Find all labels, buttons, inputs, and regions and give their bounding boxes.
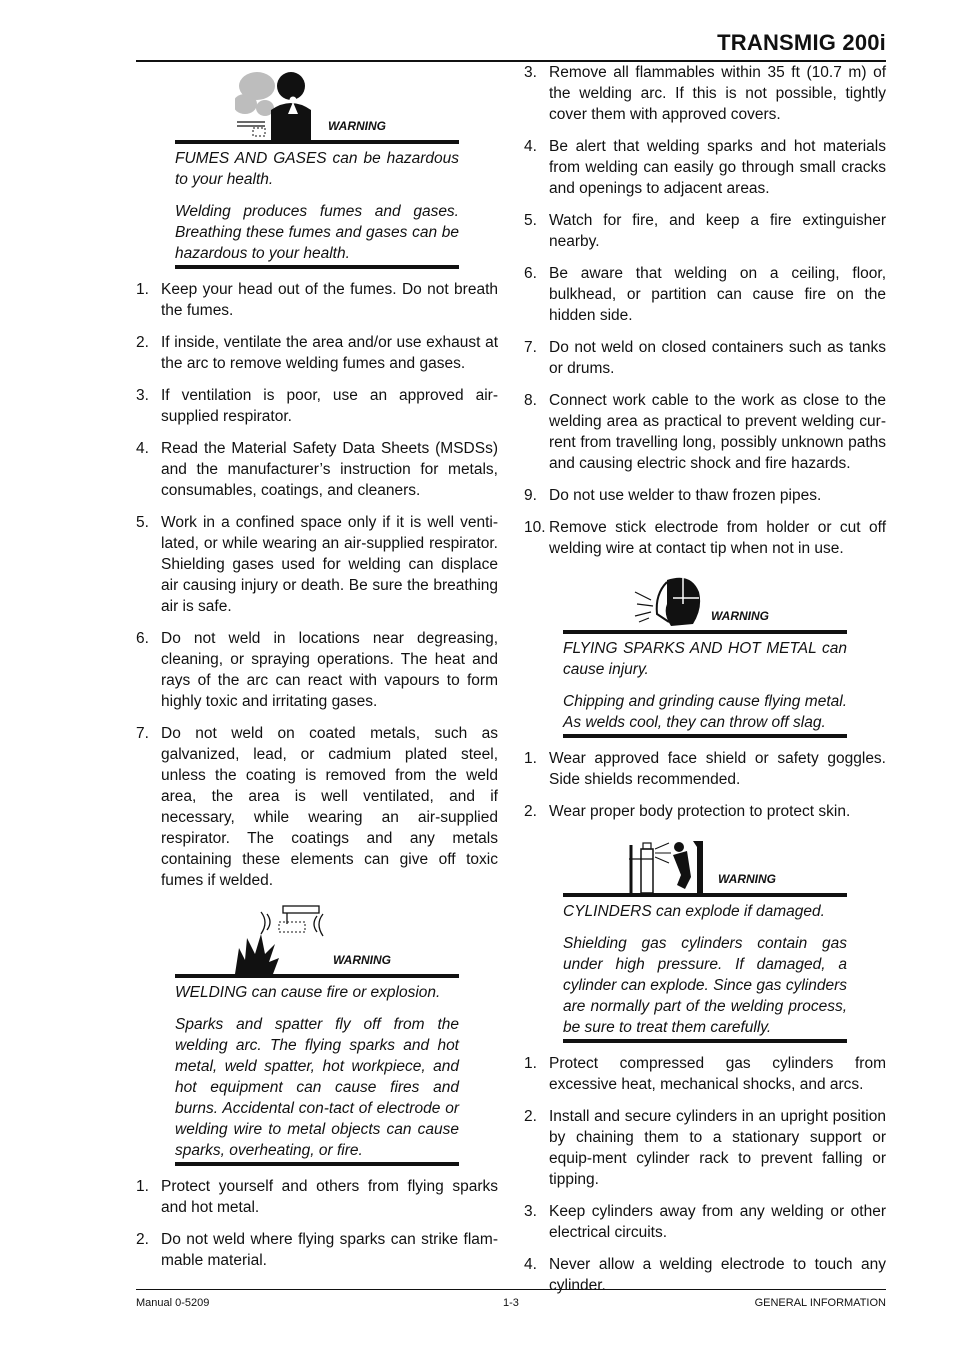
- fire-list: [136, 1176, 498, 1271]
- item-number: 2.: [524, 1108, 537, 1125]
- footer-page-number: 1-3: [503, 1297, 519, 1309]
- warning-text: [563, 897, 847, 1043]
- fire-explosion-icon: [235, 904, 331, 974]
- warning-label: WARNING: [328, 119, 386, 133]
- item-number: 5.: [136, 514, 149, 531]
- fumes-icon: [235, 66, 315, 140]
- list-item: [136, 628, 498, 712]
- item-number: 3.: [136, 387, 149, 404]
- item-text: Protect compressed gas cylinders from excessive heat, mechanical shocks, and arcs.: [549, 1055, 886, 1093]
- item-number: 1.: [524, 1055, 537, 1072]
- item-number: 6.: [136, 630, 149, 647]
- list-item: [524, 62, 886, 125]
- item-text: Remove stick electrode from holder or cut off welding wire at contact tip when not in use.: [549, 519, 886, 557]
- list-item: [524, 1106, 886, 1190]
- item-text: Protect yourself and others from flying sparks and hot metal.: [161, 1178, 498, 1216]
- list-item: [524, 1201, 886, 1243]
- item-text: Keep cylinders away from any welding or other electrical circuits.: [549, 1203, 886, 1241]
- item-text: Do not weld where flying sparks can strike flam-mable material.: [161, 1231, 498, 1269]
- list-item: [524, 136, 886, 199]
- item-number: 2.: [524, 803, 537, 820]
- warning-text: [563, 634, 847, 738]
- fire-warning-box: [175, 902, 459, 1166]
- item-number: 4.: [524, 138, 537, 155]
- warning-line: CYLINDERS can explode if damaged.: [563, 903, 825, 920]
- list-item: [136, 512, 498, 617]
- item-number: 1.: [136, 1178, 149, 1195]
- list-item: [524, 210, 886, 252]
- item-text: Keep your head out of the fumes. Do not breath the fumes.: [161, 281, 498, 319]
- list-item: [524, 801, 886, 822]
- list-item: [524, 485, 886, 506]
- item-text: If ventilation is poor, use an approved air-supplied respirator.: [161, 387, 498, 425]
- fire-list-continued: [524, 62, 886, 559]
- item-text: Do not weld on coated metals, such as galvanized, lead, or cadmium plated steel, unless the coating is removed from the weld area, the area is well ventilated, and if necessary, while wearing an air-supplied respirator. The coatings and any metals containing these elements can give off toxic fumes if welded.: [161, 725, 498, 889]
- item-text: Wear approved face shield or safety goggles. Side shields recommended.: [549, 750, 886, 788]
- footer-section-title: GENERAL INFORMATION: [754, 1297, 886, 1309]
- item-text: Watch for fire, and keep a fire extinguisher nearby.: [549, 212, 886, 250]
- item-text: Install and secure cylinders in an upright position by chaining them to a stationary support or equip-ment cylinder rack to prevent falling or tipping.: [549, 1108, 886, 1188]
- page-header-title: TRANSMIG 200i: [717, 30, 886, 55]
- warning-line: Welding produces fumes and gases. Breathing these fumes and gases can be hazardous to your health.: [175, 203, 459, 262]
- item-number: 1.: [524, 750, 537, 767]
- warning-line: Chipping and grinding cause flying metal. As welds cool, they can throw off slag.: [563, 693, 847, 731]
- item-number: 2.: [136, 1231, 149, 1248]
- warning-line: WELDING can cause fire or explosion.: [175, 984, 441, 1001]
- fumes-warning-box: [175, 62, 459, 269]
- cylinder-warning-box: [563, 833, 847, 1043]
- face-shield-icon: [633, 574, 705, 630]
- item-number: 4.: [524, 1256, 537, 1273]
- list-item: [524, 748, 886, 790]
- list-item: [136, 723, 498, 891]
- item-number: 5.: [524, 212, 537, 229]
- sparks-warning-box: [563, 570, 847, 738]
- list-item: [524, 1053, 886, 1095]
- warning-header: [563, 570, 847, 634]
- warning-line: FLYING SPARKS AND HOT METAL can cause injury.: [563, 640, 847, 678]
- list-item: [136, 1229, 498, 1271]
- item-number: 9.: [524, 487, 537, 504]
- sparks-list: [524, 748, 886, 822]
- list-item: [136, 279, 498, 321]
- footer-manual-number: Manual 0-5209: [136, 1297, 210, 1309]
- item-number: 7.: [524, 339, 537, 356]
- item-text: Never allow a welding electrode to touch any cylinder.: [549, 1256, 886, 1294]
- warning-header: [175, 902, 459, 978]
- warning-label: WARNING: [718, 872, 776, 886]
- item-text: Do not weld in locations near degreasing, cleaning, or spraying operations. The heat and rays of the arc can react with vapours to form highly toxic and irritating gases.: [161, 630, 498, 710]
- list-item: [136, 438, 498, 501]
- item-number: 3.: [524, 1203, 537, 1220]
- item-text: Be aware that welding on a ceiling, floor, bulkhead, or partition can cause fire on the hidden side.: [549, 265, 886, 324]
- item-number: 6.: [524, 265, 537, 282]
- list-item: [524, 263, 886, 326]
- list-item: [136, 332, 498, 374]
- item-text: Work in a confined space only if it is well venti-lated, or while wearing an air-supplied respirator. Shielding gases used for welding can displace air causing injury or death. Be sure the breathing air is safe.: [161, 514, 498, 615]
- left-column: [136, 62, 498, 1282]
- warning-line: Shielding gas cylinders contain gas under high pressure. If damaged, a cylinder can explode. Since gas cylinders are normally part of the welding process, be sure to treat them carefully.: [563, 935, 847, 1036]
- list-item: [524, 517, 886, 559]
- item-number: 2.: [136, 334, 149, 351]
- footer-rule: [136, 1289, 886, 1290]
- cylinder-explosion-icon: [627, 837, 711, 893]
- list-item: [136, 385, 498, 427]
- cylinder-list: [524, 1053, 886, 1296]
- warning-text: [175, 978, 459, 1166]
- item-text: Remove all flammables within 35 ft (10.7 m) of the welding arc. If this is not possible, tightly cover them with approved covers.: [549, 64, 886, 123]
- list-item: [524, 337, 886, 379]
- warning-label: WARNING: [711, 609, 769, 623]
- item-text: Do not use welder to thaw frozen pipes.: [549, 487, 822, 504]
- item-text: If inside, ventilate the area and/or use exhaust at the arc to remove welding fumes and gases.: [161, 334, 498, 372]
- item-number: 10.: [524, 519, 546, 536]
- warning-line: FUMES AND GASES can be hazardous to your health.: [175, 150, 459, 188]
- warning-label: WARNING: [333, 953, 391, 967]
- item-number: 4.: [136, 440, 149, 457]
- warning-line: Sparks and spatter fly off from the welding arc. The flying sparks and hot metal, weld spatter, hot workpiece, and hot equipment can cause fires and burns. Accidental con-tact of electrode or welding wire to metal objects can cause sparks, overheating, or fire.: [175, 1016, 459, 1159]
- item-number: 3.: [524, 64, 537, 81]
- item-text: Connect work cable to the work as close to the welding area as practical to prevent welding cur-rent from travelling long, possibly unknown paths and causing electric shock and fire hazards.: [549, 392, 886, 472]
- item-text: Wear proper body protection to protect skin.: [549, 803, 851, 820]
- warning-header: [175, 62, 459, 144]
- list-item: [136, 1176, 498, 1218]
- item-number: 8.: [524, 392, 537, 409]
- item-number: 1.: [136, 281, 149, 298]
- item-text: Read the Material Safety Data Sheets (MSDSs) and the manufacturer’s instruction for metals, consumables, coatings, and cleaners.: [161, 440, 498, 499]
- item-number: 7.: [136, 725, 149, 742]
- warning-text: [175, 144, 459, 269]
- item-text: Be alert that welding sparks and hot materials from welding can easily go through small cracks and openings to adjacent areas.: [549, 138, 886, 197]
- warning-header: [563, 833, 847, 897]
- item-text: Do not weld on closed containers such as tanks or drums.: [549, 339, 886, 377]
- list-item: [524, 390, 886, 474]
- right-column: [524, 62, 886, 1307]
- fumes-list: [136, 279, 498, 891]
